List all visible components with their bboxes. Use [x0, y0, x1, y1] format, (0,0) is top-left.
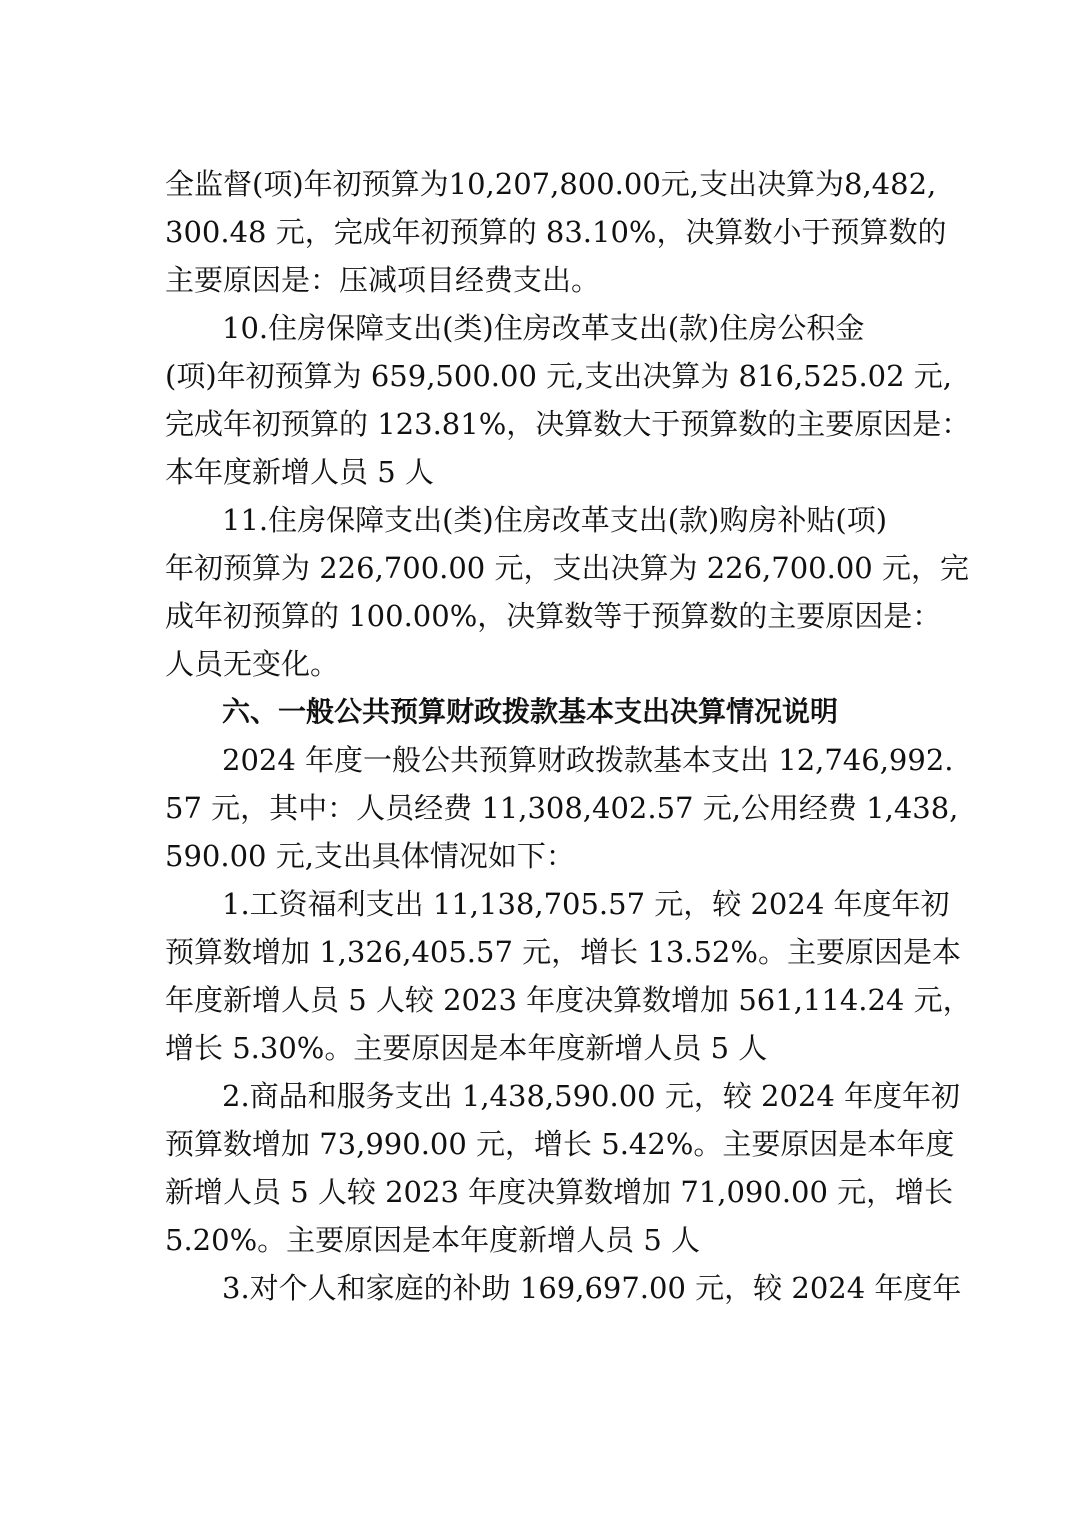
- paragraph-start-line: 2024 年度一般公共预算财政拨款基本支出 12,746,992.: [222, 743, 954, 777]
- text-line: 年初预算为 226,700.00 元，支出决算为 226,700.00 元，完: [165, 551, 969, 585]
- text-line: 年度新增人员 5 人较 2023 年度决算数增加 561,114.24 元，: [165, 983, 972, 1017]
- paragraph-start-line: 10.住房保障支出(类)住房改革支出(款)住房公积金: [222, 311, 865, 345]
- text-line: 预算数增加 73,990.00 元，增长 5.42%。主要原因是本年度: [165, 1127, 955, 1161]
- text-line: 人员无变化。: [165, 647, 340, 681]
- paragraph-start-line: 3.对个人和家庭的补助 169,697.00 元，较 2024 年度年: [222, 1271, 962, 1305]
- paragraph-start-line: 2.商品和服务支出 1,438,590.00 元，较 2024 年度年初: [222, 1079, 961, 1113]
- text-line: 成年初预算的 100.00%，决算数等于预算数的主要原因是：: [165, 599, 942, 633]
- paragraph-start-line: 1.工资福利支出 11,138,705.57 元，较 2024 年度年初: [222, 887, 950, 921]
- text-line: 增长 5.30%。主要原因是本年度新增人员 5 人: [165, 1031, 768, 1065]
- paragraph-start-line: 11.住房保障支出(类)住房改革支出(款)购房补贴(项): [222, 503, 888, 537]
- text-line: 预算数增加 1,326,405.57 元，增长 13.52%。主要原因是本: [165, 935, 961, 969]
- text-line: 300.48 元，完成年初预算的 83.10%，决算数小于预算数的: [165, 215, 947, 249]
- section-heading: 六、一般公共预算财政拨款基本支出决算情况说明: [222, 695, 839, 728]
- text-line: 57 元，其中：人员经费 11,308,402.57 元,公用经费 1,438,: [165, 791, 959, 825]
- text-line: 5.20%。主要原因是本年度新增人员 5 人: [165, 1223, 701, 1257]
- text-line: 本年度新增人员 5 人: [165, 455, 434, 489]
- text-line: 新增人员 5 人较 2023 年度决算数增加 71,090.00 元，增长: [165, 1175, 954, 1209]
- text-line: 主要原因是：压减项目经费支出。: [165, 263, 601, 297]
- text-line: (项)年初预算为 659,500.00 元,支出决算为 816,525.02 元,: [165, 359, 953, 393]
- document-body: [165, 160, 972, 1312]
- text-line: 590.00 元,支出具体情况如下：: [165, 839, 575, 873]
- text-line: 全监督(项)年初预算为10,207,800.00元,支出决算为8,482,: [165, 167, 937, 201]
- text-line: 完成年初预算的 123.81%，决算数大于预算数的主要原因是：: [165, 407, 971, 441]
